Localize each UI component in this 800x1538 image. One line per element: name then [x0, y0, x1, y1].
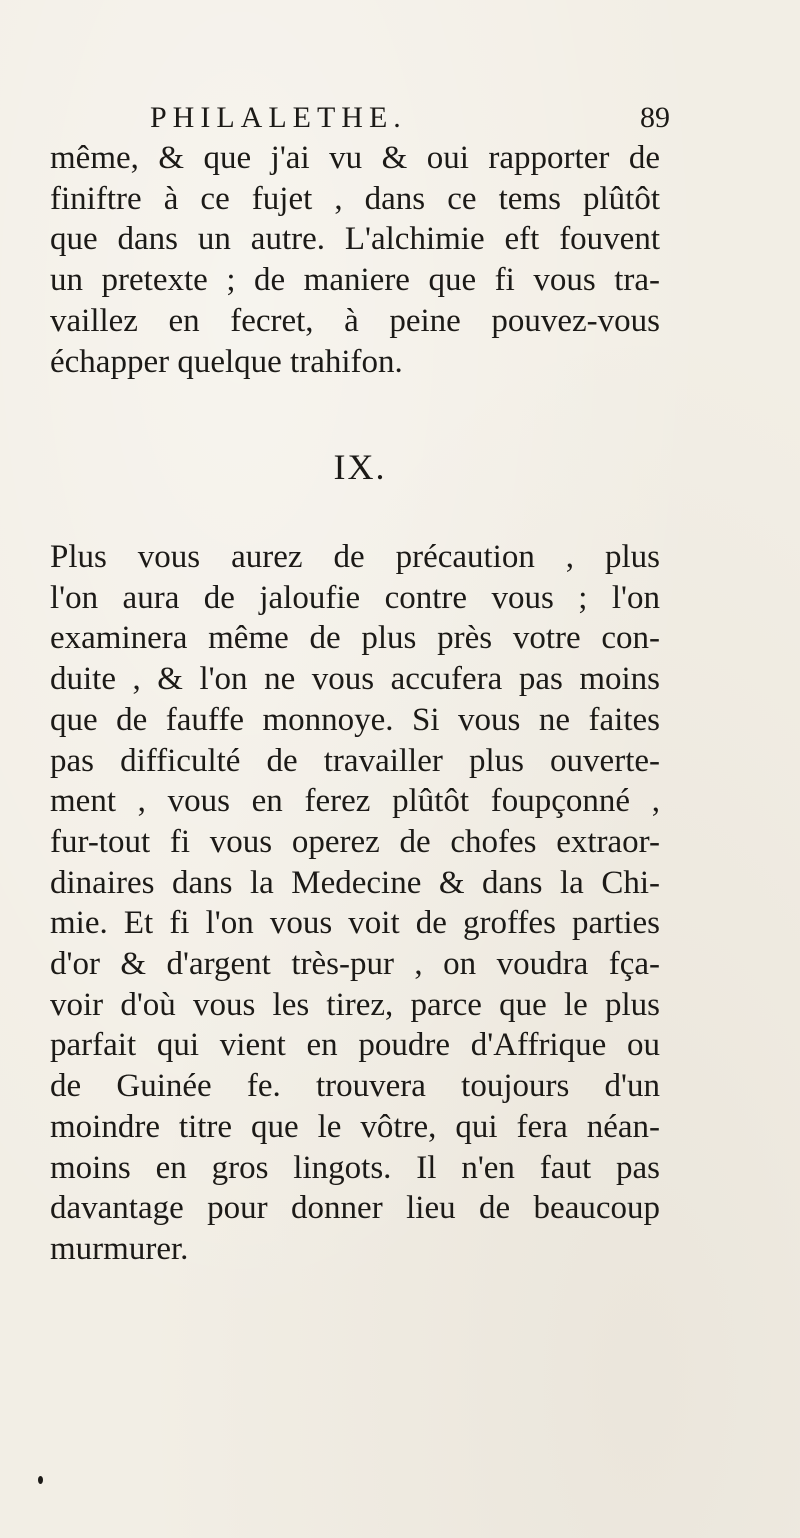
text-line: moindre titre que le vôtre, qui fera néan- — [50, 1108, 660, 1145]
text-line: parfait qui vient en poudre d'Affrique ou — [50, 1027, 660, 1064]
text-line: vaillez en fecret, à peine pouvez-vous — [50, 302, 660, 339]
text-line: l'on aura de jaloufie contre vous ; l'on — [50, 579, 660, 616]
text-line: échapper quelque trahifon. — [50, 343, 403, 380]
page-number: 89 — [640, 101, 670, 134]
ink-speck — [38, 1476, 43, 1484]
running-title: PHILALETHE. — [150, 101, 407, 134]
text-line: de Guinée fe. trouvera toujours d'un — [50, 1068, 660, 1105]
text-line: d'or & d'argent très-pur , on voudra fça- — [50, 946, 660, 983]
text-line: ment , vous en ferez plûtôt foupçonné , — [50, 783, 660, 820]
text-line: murmurer. — [50, 1230, 189, 1267]
text-line: que de fauffe monnoye. Si vous ne faites — [50, 701, 660, 738]
text-line: finiftre à ce fujet , dans ce tems plûtôt — [50, 180, 660, 217]
text-line: même, & que j'ai vu & oui rapporter de — [50, 140, 660, 176]
text-line: Plus vous aurez de précaution , plus — [50, 539, 660, 575]
running-head — [150, 96, 670, 140]
text-line: moins en gros lingots. Il n'en faut pas — [50, 1149, 660, 1186]
text-line: pas difficulté de travailler plus ouverte- — [50, 742, 660, 779]
text-line: un pretexte ; de maniere que fi vous tra- — [50, 262, 660, 299]
paragraph-1 — [50, 138, 660, 382]
text-line: que dans un autre. L'alchimie eft fouvent — [50, 221, 660, 258]
text-line: voir d'où vous les tirez, parce que le plus — [50, 986, 660, 1023]
paragraph-2 — [50, 537, 660, 1270]
text-line: davantage pour donner lieu de beaucoup — [50, 1190, 660, 1227]
text-line: mie. Et fi l'on vous voit de groffes parties — [50, 905, 660, 942]
text-line: examinera même de plus près votre con- — [50, 620, 660, 657]
section-heading: IX. — [333, 447, 387, 487]
text-line: fur-tout fi vous operez de chofes extraor- — [50, 823, 660, 860]
text-line: dinaires dans la Medecine & dans la Chi- — [50, 864, 660, 901]
text-line: duite , & l'on ne vous accufera pas moins — [50, 661, 660, 698]
